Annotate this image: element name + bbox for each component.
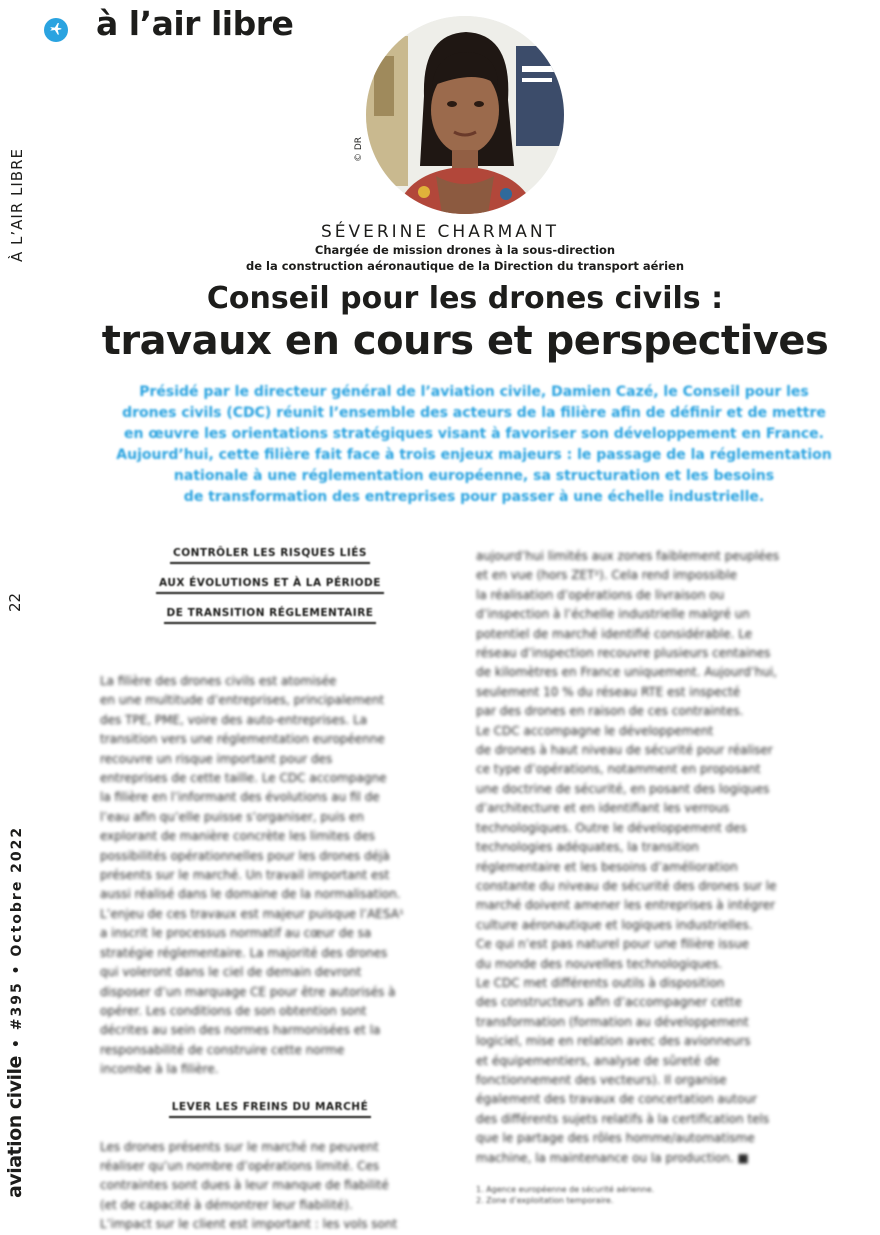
text-line: constante du niveau de sécurité des drones sur le	[476, 878, 777, 893]
headline-line-1: Conseil pour les drones civils :	[206, 281, 724, 316]
text-line: opérer. Les conditions de son obtention sont	[100, 1003, 367, 1018]
text-line: l’eau afin qu’elle puisse s’organiser, puis en	[100, 809, 365, 824]
text-line: responsabilité de construire cette norme	[100, 1042, 345, 1057]
text-line: aujourd’hui limités aux zones faiblement peuplées	[476, 549, 780, 563]
author-role-line: Chargée de mission drones à la sous-direction	[314, 243, 616, 257]
right-column	[476, 547, 836, 1206]
text-line: du monde des nouvelles technologiques.	[476, 956, 723, 971]
text-line: recouvre un risque important pour des	[100, 751, 333, 766]
text-line: seulement 10 % du réseau RTE est inspecté	[476, 684, 741, 699]
lead-line: nationale à une réglementation européenne, sa structuration et les besoins	[173, 468, 775, 484]
issue-info: • #395 • Octobre 2022	[9, 825, 25, 1049]
text-line: réaliser qu’un nombre d’opérations limité. Ces	[100, 1158, 380, 1173]
text-line: disposer d’un marquage CE pour être autorisés à	[100, 984, 396, 999]
text-line: incombe à la filière.	[100, 1062, 219, 1077]
text-line: possibilités opérationnelles pour les drones déjà	[100, 848, 390, 863]
lead-line: drones civils (CDC) réunit l’ensemble des acteurs de la filière afin de définir et de mettre	[122, 405, 826, 421]
photo-credit: © DR	[354, 136, 364, 162]
lead-line: en œuvre les orientations stratégiques visant à favoriser son développement en France.	[124, 426, 824, 442]
text-line: machine, la maintenance ou la production. ■	[476, 1150, 749, 1165]
text-line: technologiques. Outre le développement des	[476, 820, 747, 835]
subhead-line: LEVER LES FREINS DU MARCHÉ	[169, 1098, 372, 1118]
text-line: aussi réalisé dans le domaine de la normalisation.	[100, 887, 401, 902]
text-line: La filière des drones civils est atomisée	[100, 674, 337, 688]
paragraph-market	[100, 1138, 440, 1235]
paragraph-continued	[476, 547, 836, 1168]
text-line: stratégie réglementaire. La majorité des drones	[100, 945, 388, 960]
text-line: L’impact sur le client est important : les vols sont	[100, 1217, 398, 1232]
text-line: décrites au sein des normes harmonisées et la	[100, 1023, 381, 1038]
lead-line: de transformation des entreprises pour passer à une échelle industrielle.	[183, 489, 765, 505]
text-line: qui voleront dans le ciel de demain devront	[100, 965, 362, 980]
text-line: également des travaux de concertation autour	[476, 1092, 757, 1107]
text-line: des constructeurs afin d’accompagner cette	[476, 995, 742, 1010]
text-line: L’enjeu de ces travaux est majeur puisque l’AESA¹	[100, 906, 404, 921]
subhead-line: AUX ÉVOLUTIONS ET À LA PÉRIODE	[156, 574, 384, 594]
text-line: marché doivent amener les entreprises à intégrer	[476, 898, 776, 913]
footnote: 1. Agence européenne de sécurité aérienne.	[476, 1185, 655, 1194]
section-badge	[44, 18, 68, 42]
text-line: la réalisation d’opérations de livraison ou	[476, 587, 725, 602]
text-line: fonctionnement des vecteurs). Il organise	[476, 1072, 727, 1087]
portrait-image	[366, 16, 564, 214]
text-line: réglementaire et les besoins d’amélioration	[476, 859, 738, 874]
side-section-label: À L’AIR LIBRE	[8, 147, 26, 262]
text-line: (et de capacité à démontrer leur fiabilité).	[100, 1197, 353, 1212]
issue-footer	[4, 826, 26, 1198]
magazine-brand: aviation civile	[4, 1056, 26, 1198]
text-line: technologies adéquates, la transition	[476, 840, 699, 855]
page-number: 22	[6, 592, 24, 612]
text-line: entreprises de cette taille. Le CDC accompagne	[100, 771, 387, 786]
text-line: et en vue (hors ZET²). Cela rend impossible	[476, 568, 737, 583]
plane-icon	[49, 23, 63, 37]
text-line: potentiel de marché identifié considérable. Le	[476, 626, 753, 641]
lead-paragraph	[74, 382, 874, 508]
text-line: par des drones en raison de ces contraintes.	[476, 704, 744, 719]
subhead-market	[100, 1094, 440, 1124]
text-line: logiciel, mise en relation avec des avionneurs	[476, 1034, 751, 1049]
text-line: des différents sujets relatifs à la certification tels	[476, 1111, 770, 1126]
text-line: d’architecture et en identifiant les verrous	[476, 801, 730, 816]
footnotes	[476, 1184, 836, 1206]
author-role	[0, 242, 880, 274]
text-line: Ce qui n’est pas naturel pour une filière issue	[476, 937, 750, 952]
author-role-line: de la construction aéronautique de la Direction du transport aérien	[245, 259, 685, 273]
text-line: une doctrine de sécurité, en posant des logiques	[476, 781, 770, 796]
text-line: contraintes sont dues à leur manque de fiabilité	[100, 1178, 389, 1193]
text-line: culture aéronautique et logiques industrielles.	[476, 917, 753, 932]
subhead-line: DE TRANSITION RÉGLEMENTAIRE	[164, 604, 377, 624]
text-line: a inscrit le processus normatif au cœur de sa	[100, 926, 372, 941]
text-line: de kilomètres en France uniquement. Aujourd’hui,	[476, 665, 777, 680]
left-column	[100, 540, 440, 1235]
author-portrait	[366, 16, 564, 214]
headline-line-2: travaux en cours et perspectives	[101, 318, 829, 364]
text-line: d’inspection à l’échelle industrielle malgré un	[476, 607, 750, 622]
text-line: des TPE, PME, voire des auto-entreprises. La	[100, 712, 368, 727]
text-line: réseau d’inspection recouvre plusieurs centaines	[476, 646, 771, 661]
author-name: SÉVERINE CHARMANT	[320, 222, 560, 242]
text-line: Les drones présents sur le marché ne peuvent	[100, 1139, 379, 1154]
text-line: explorant de manière concrète les limites des	[100, 829, 376, 844]
text-line: présents sur le marché. Un travail important est	[100, 868, 390, 883]
text-line: de drones à haut niveau de sécurité pour réaliser	[476, 743, 773, 758]
subhead-risks	[100, 540, 440, 630]
footnote: 2. Zone d’exploitation temporaire.	[476, 1196, 614, 1205]
text-line: Le CDC accompagne le développement	[476, 723, 714, 738]
subhead-line: CONTRÔLER LES RISQUES LIÉS	[170, 544, 370, 564]
text-line: Le CDC met différents outils à disposition	[476, 975, 725, 990]
text-line: la filière en l’informant des évolutions au fil de	[100, 790, 380, 805]
paragraph-risks	[100, 672, 440, 1080]
text-line: que le partage des rôles homme/automatisme	[476, 1131, 755, 1146]
lead-line: Présidé par le directeur général de l’aviation civile, Damien Cazé, le Conseil pour les	[139, 384, 809, 400]
text-line: en une multitude d’entreprises, principalement	[100, 693, 385, 708]
section-title: à l’air libre	[96, 4, 294, 43]
text-line: ce type d’opérations, notamment en proposant	[476, 762, 761, 777]
lead-line: Aujourd’hui, cette filière fait face à trois enjeux majeurs : le passage de la réglementation	[116, 447, 832, 463]
text-line: et équipementiers, analyse de sûreté de	[476, 1053, 720, 1068]
text-line: transition vers une réglementation européenne	[100, 732, 385, 747]
text-line: transformation (formation au développement	[476, 1014, 749, 1029]
